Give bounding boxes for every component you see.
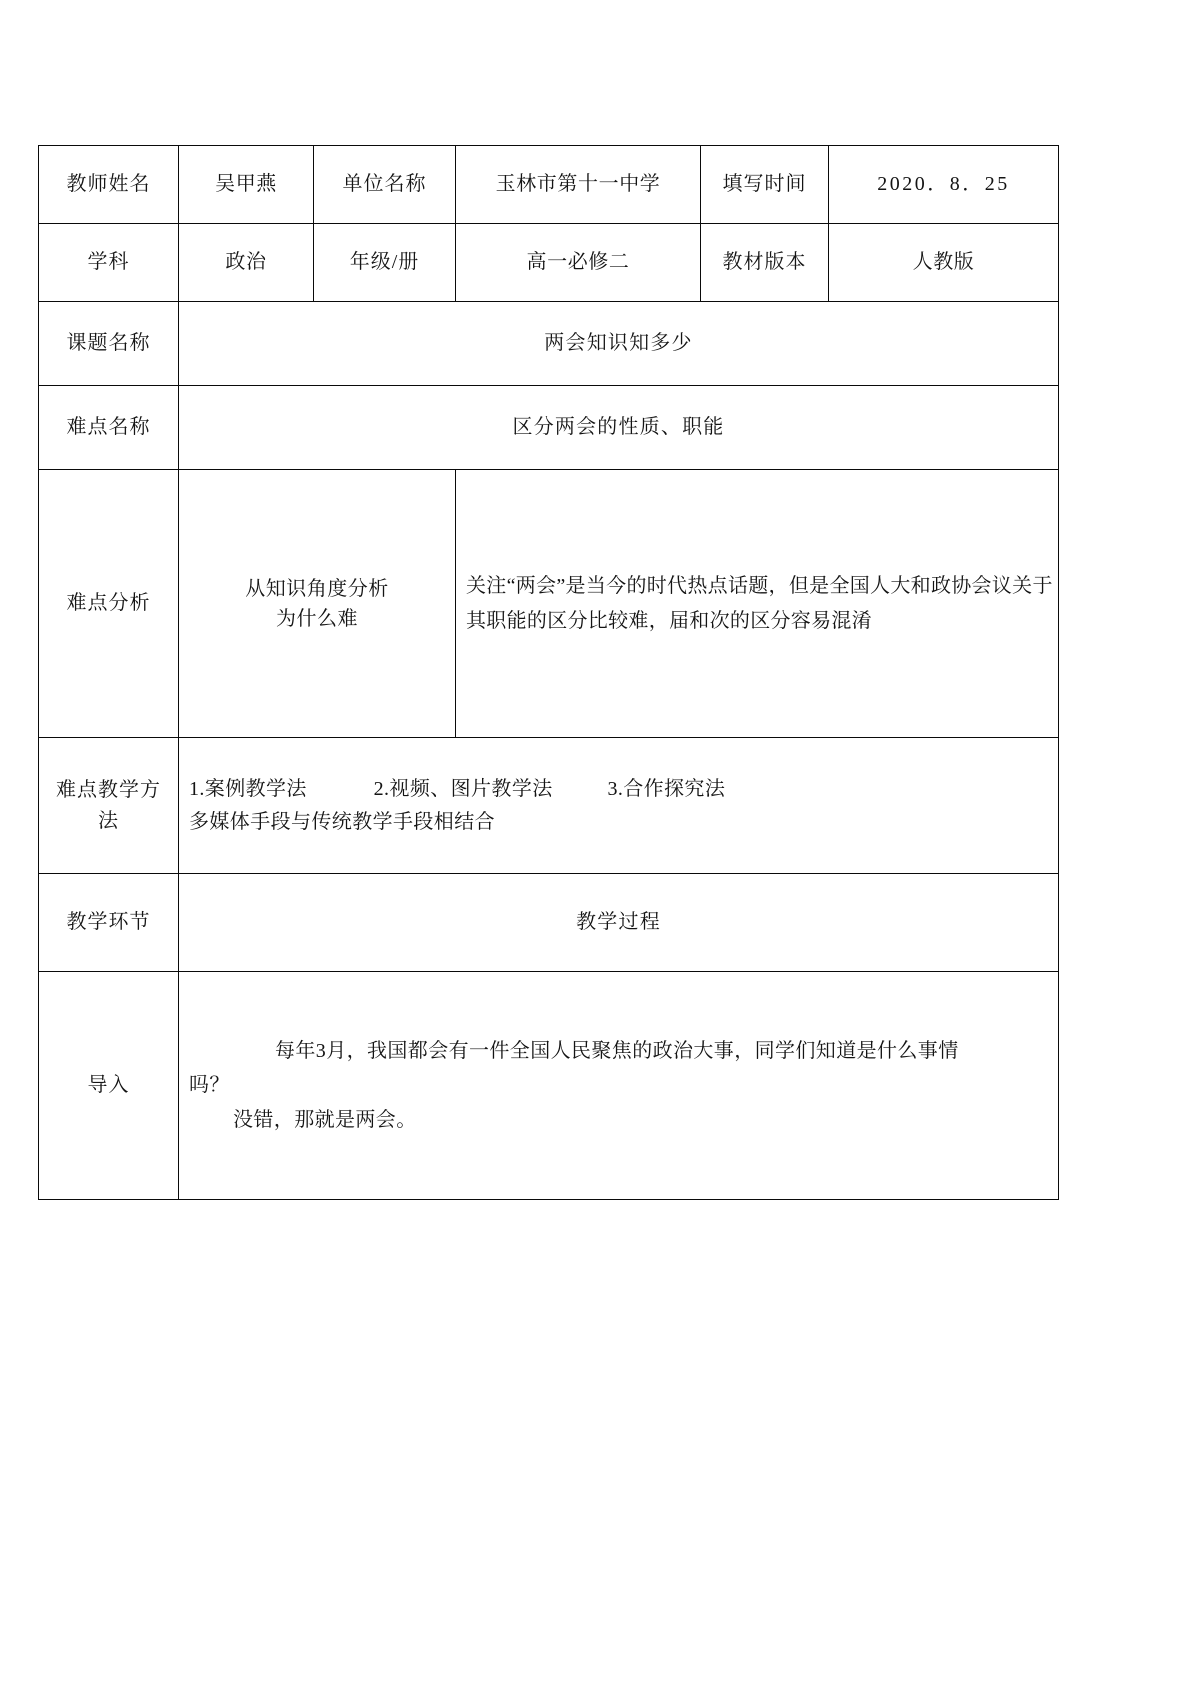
methods-item-3: 3.合作探究法: [607, 777, 726, 800]
intro-line-3: 没错，那就是两会。: [233, 1108, 417, 1131]
topic-value: 两会知识知多少: [544, 332, 693, 354]
fill-date-value: 2020．8．25: [877, 173, 1010, 195]
lesson-plan-table: [38, 145, 1059, 1200]
table-row-introduction: [39, 972, 1059, 1200]
subject-label: 学科: [87, 251, 130, 273]
cell-difficulty-value: [179, 386, 1059, 470]
cell-teacher-name-label: [39, 146, 179, 224]
cell-difficulty-label: [39, 386, 179, 470]
intro-line-1: 每年3月，我国都会有一件全国人民聚焦的政治大事，同学们知道是什么事情: [275, 1039, 959, 1062]
table-row-analysis: [39, 470, 1059, 738]
methods-label-line2: 法: [98, 809, 119, 832]
intro-body: [179, 1028, 1058, 1143]
cell-stage-value: [179, 874, 1059, 972]
cell-methods-body: [179, 738, 1059, 874]
cell-intro-label: [39, 972, 179, 1200]
cell-intro-body: [179, 972, 1059, 1200]
methods-label: [39, 769, 178, 843]
unit-name-value: 玉林市第十一中学: [495, 173, 661, 195]
methods-item-1: 1.案例教学法: [189, 777, 307, 800]
cell-topic-value: [179, 302, 1059, 386]
table-row-subject-info: [39, 224, 1059, 302]
cell-grade-value: [456, 224, 701, 302]
analysis-sublabel-line1: 从知识角度分析: [245, 577, 389, 600]
cell-textbook-value: [829, 224, 1059, 302]
methods-items-line: [189, 773, 1048, 806]
table-row-topic: [39, 302, 1059, 386]
intro-label: 导入: [87, 1074, 130, 1096]
intro-line-2: 吗？: [189, 1074, 230, 1097]
textbook-label: 教材版本: [722, 251, 807, 273]
teacher-name-value: 吴甲燕: [215, 173, 277, 195]
table-row-teacher-info: [39, 146, 1059, 224]
analysis-sublabel-line2: 为什么难: [276, 607, 358, 630]
methods-line-2: 多媒体手段与传统教学手段相结合: [189, 810, 495, 833]
topic-label: 课题名称: [66, 332, 151, 354]
cell-textbook-label: [701, 224, 829, 302]
cell-subject-value: [179, 224, 314, 302]
difficulty-value: 区分两会的性质、职能: [512, 416, 725, 438]
cell-analysis-body: [456, 470, 1059, 738]
table-row-methods: [39, 738, 1059, 874]
analysis-body: [456, 563, 1058, 645]
cell-fill-date-value: [829, 146, 1059, 224]
methods-item-2: 2.视频、图片教学法: [373, 777, 553, 800]
stage-value: 教学过程: [576, 911, 661, 933]
cell-teacher-name-value: [179, 146, 314, 224]
stage-label: 教学环节: [66, 911, 151, 933]
cell-subject-label: [39, 224, 179, 302]
cell-analysis-label: [39, 470, 179, 738]
analysis-label: 难点分析: [66, 592, 151, 614]
lesson-plan-sheet: [38, 145, 1058, 1200]
methods-body: [179, 767, 1058, 845]
fill-date-label: 填写时间: [722, 173, 807, 195]
subject-value: 政治: [225, 251, 267, 273]
cell-grade-label: [314, 224, 456, 302]
table-row-stage-header: [39, 874, 1059, 972]
textbook-value: 人教版: [912, 251, 975, 273]
analysis-body-line2: 其职能的区分比较难，届和次的区分容易混淆: [466, 609, 872, 632]
cell-unit-name-value: [456, 146, 701, 224]
cell-stage-label: [39, 874, 179, 972]
cell-fill-date-label: [701, 146, 829, 224]
grade-label: 年级/册: [349, 251, 420, 273]
cell-unit-name-label: [314, 146, 456, 224]
methods-label-line1: 难点教学方: [56, 778, 161, 801]
grade-value: 高一必修二: [526, 251, 630, 273]
unit-name-label: 单位名称: [342, 173, 427, 195]
analysis-body-line1: 关注“两会”是当今的时代热点话题，但是全国人大和政协会议关于: [466, 574, 1053, 597]
analysis-sublabel: [179, 568, 455, 640]
cell-methods-label: [39, 738, 179, 874]
difficulty-label: 难点名称: [66, 416, 151, 438]
cell-topic-label: [39, 302, 179, 386]
teacher-name-label: 教师姓名: [66, 173, 151, 195]
table-row-difficulty: [39, 386, 1059, 470]
cell-analysis-sublabel: [179, 470, 456, 738]
